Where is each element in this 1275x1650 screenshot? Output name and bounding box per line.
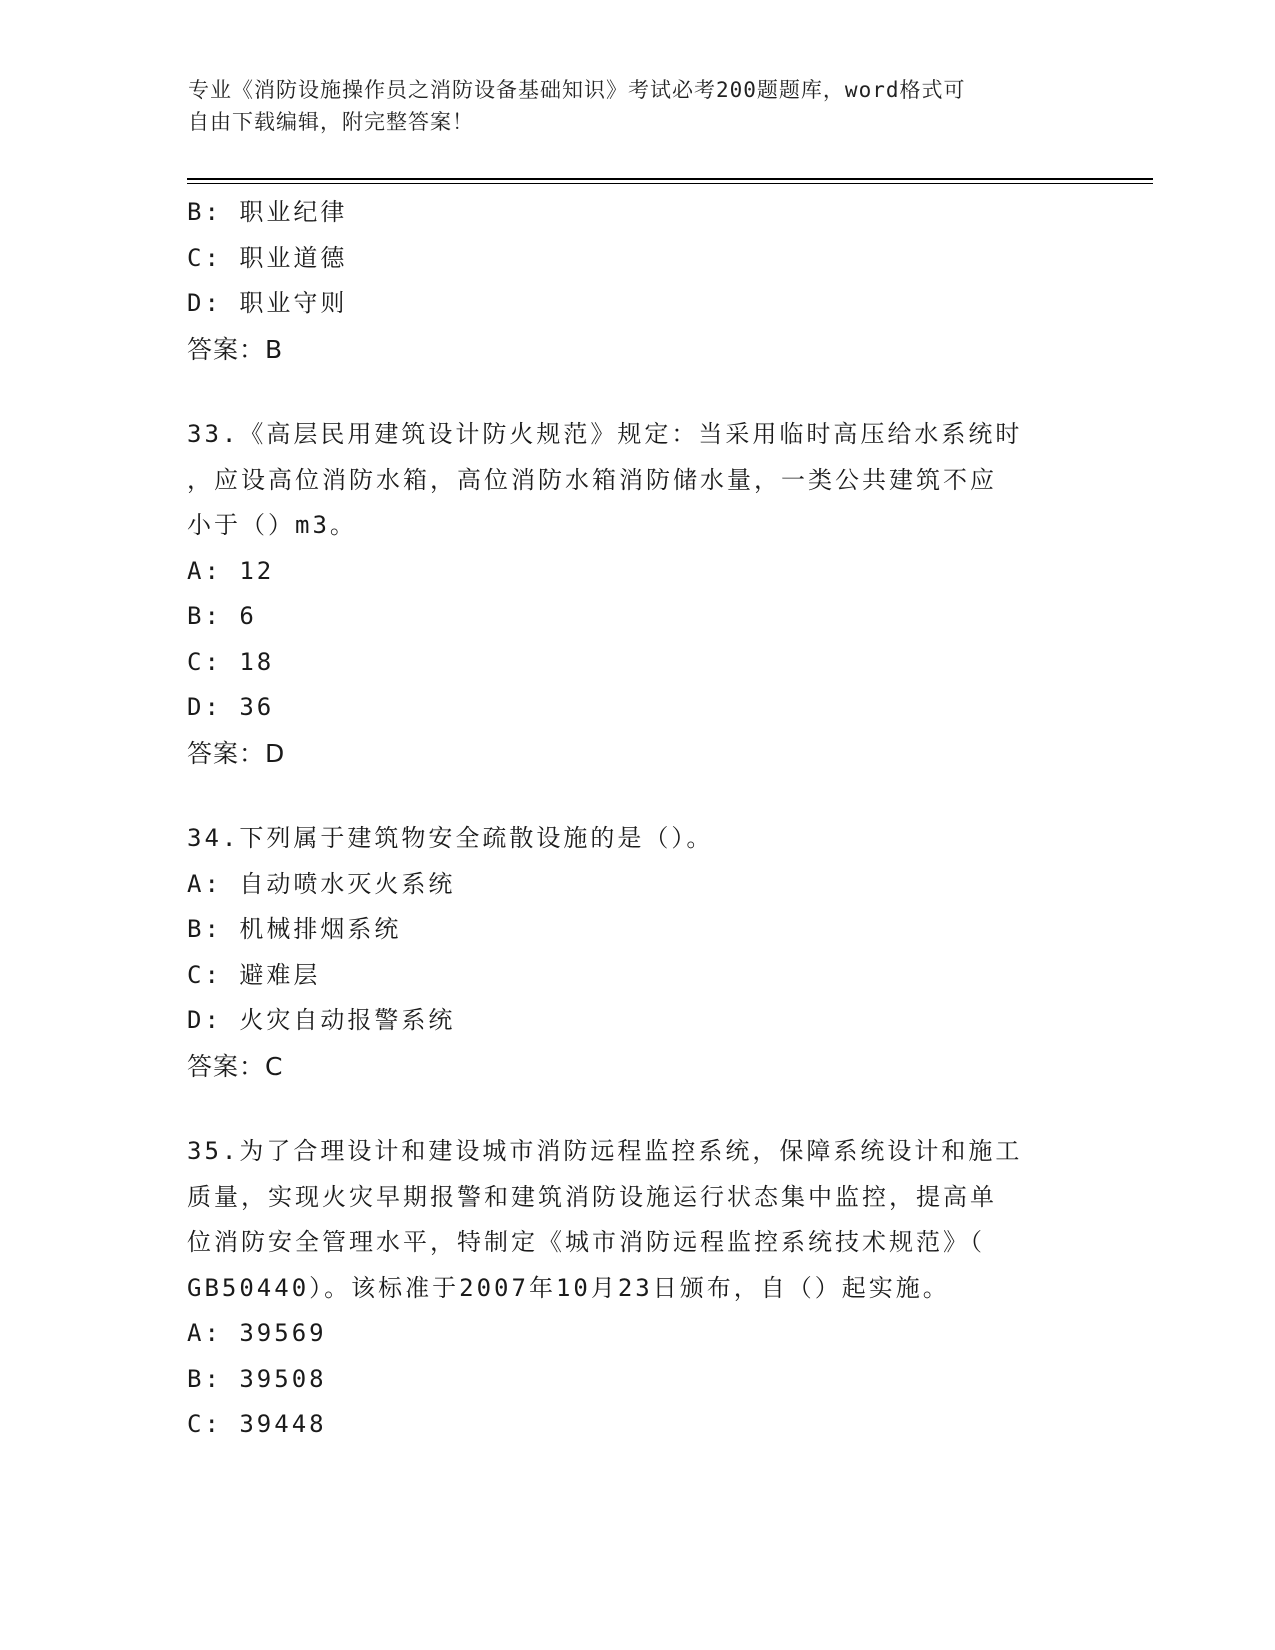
header-rule-thick [187, 178, 1153, 180]
question-text-line: GB50440）。该标准于2007年10月23日颁布，自（）起实施。 [187, 1273, 950, 1302]
option-b: B: 机械排烟系统 [187, 915, 402, 943]
option-a: A: 39569 [187, 1319, 327, 1347]
option-d: D: 火灾自动报警系统 [187, 1006, 456, 1034]
option-d: D: 职业守则 [187, 289, 348, 317]
prev-question [187, 190, 1087, 372]
option-b: B: 职业纪律 [187, 198, 348, 226]
option-a: A: 自动喷水灭火系统 [187, 869, 456, 898]
question-text-line: ，应设高位消防水箱，高位消防水箱消防储水量，一类公共建筑不应 [187, 465, 997, 494]
option-c: C: 职业道德 [187, 243, 348, 272]
document-content [187, 190, 1087, 1448]
option-c: C: 18 [187, 647, 275, 676]
question-text-line: 34.下列属于建筑物安全疏散设施的是（）。 [187, 824, 714, 852]
question-33 [187, 412, 1087, 776]
question-text-line: 位消防安全管理水平，特制定《城市消防远程监控系统技术规范》（ [187, 1228, 985, 1256]
question-text-line: 小于（）m3。 [187, 511, 357, 539]
option-b: B: 6 [187, 602, 257, 630]
option-d: D: 36 [187, 693, 275, 721]
question-34 [187, 816, 1087, 1089]
answer-line: 答案：C [187, 1051, 284, 1081]
answer-line: 答案：B [187, 334, 284, 364]
header-line-2: 自由下载编辑，附完整答案！ [188, 110, 474, 134]
header-rule-thin [187, 183, 1153, 184]
option-a: A: 12 [187, 556, 275, 585]
question-text-line: 33.《高层民用建筑设计防火规范》规定：当采用临时高压给水系统时 [187, 420, 1023, 448]
answer-line: 答案：D [187, 738, 286, 768]
document-header [188, 74, 1068, 138]
option-b: B: 39508 [187, 1364, 327, 1393]
option-c: C: 避难层 [187, 960, 321, 989]
option-c: C: 39448 [187, 1410, 327, 1438]
question-text-line: 质量，实现火灾早期报警和建筑消防设施运行状态集中监控，提高单 [187, 1182, 997, 1211]
question-text-line: 35.为了合理设计和建设城市消防远程监控系统，保障系统设计和施工 [187, 1137, 1023, 1165]
header-line-1: 专业《消防设施操作员之消防设备基础知识》考试必考200题题库，word格式可 [188, 78, 966, 102]
question-35 [187, 1129, 1087, 1448]
